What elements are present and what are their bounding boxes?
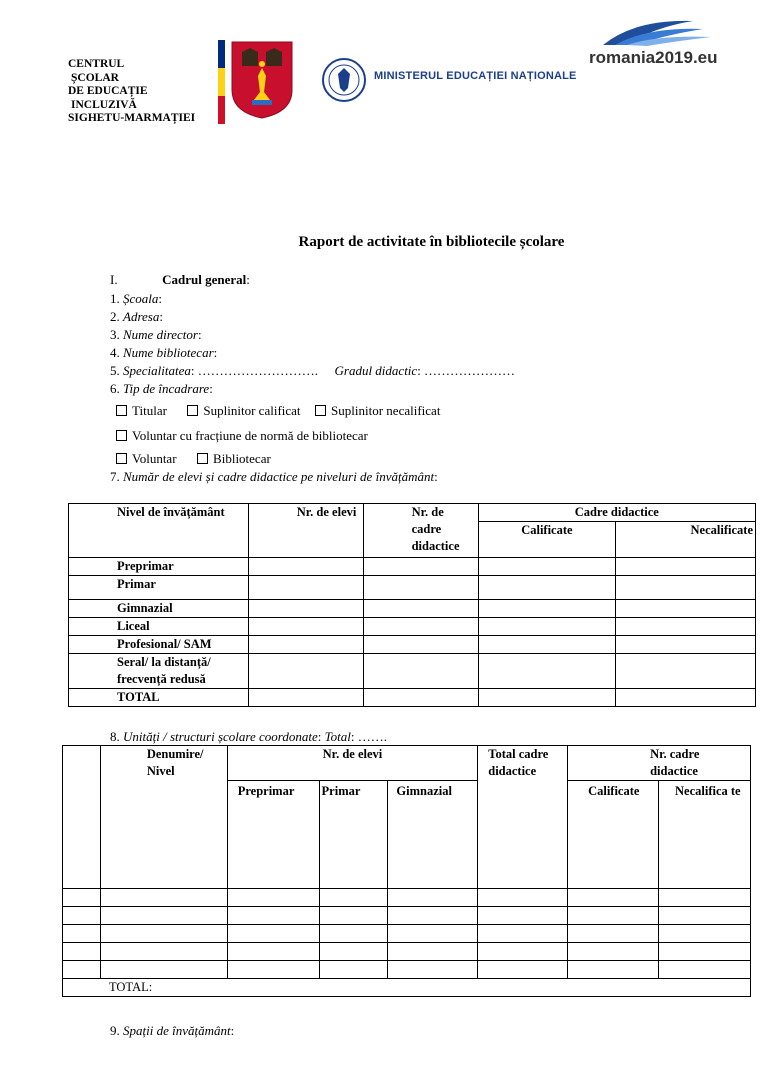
page-title: Raport de activitate în bibliotecile școlare — [298, 234, 565, 250]
field-unitati: 8. Unități / structuri școlare coordonate: Total: ……. — [110, 729, 388, 744]
options-row-2 — [116, 428, 368, 444]
table-row-total: TOTAL — [69, 689, 756, 707]
checkbox-voluntar[interactable]: Voluntar — [116, 451, 177, 466]
county-crest-icon — [230, 40, 294, 120]
options-row-1 — [116, 403, 440, 419]
options-row-3 — [116, 451, 271, 467]
school-name: CENTRUL ȘCOLAR DE EDUCAȚIE INCLUZIVĂ SIGHETU-MARMAȚIEI — [68, 58, 196, 124]
svg-text:romania2019.eu: romania2019.eu — [589, 48, 718, 67]
table-row: Liceal — [69, 618, 756, 636]
table-row: Seral/ la distanță/ frecvență redusă — [69, 654, 756, 689]
table-row-total: TOTAL: — [63, 979, 751, 997]
units-table: Denumire/ Nivel Nr. de elevi Total cadre didactice Nr. cadre didactice Preprimar Primar Gimnazial Calificate Necalifica te TOTAL: — [62, 745, 751, 997]
field-spatii: 9. Spații de învățământ: — [110, 1023, 235, 1038]
flag-bar — [218, 40, 225, 124]
checkbox-titular[interactable]: Titular — [116, 403, 167, 418]
checkbox-suplinitor-calificat[interactable]: Suplinitor calificat — [187, 403, 300, 418]
table-row — [63, 907, 751, 925]
table-row: Primar — [69, 576, 756, 600]
table-row — [63, 889, 751, 907]
section-heading: I. Cadrul general: — [110, 272, 250, 287]
field-numar-elevi: 7. Număr de elevi și cadre didactice pe niveluri de învățământ: — [110, 469, 438, 484]
field-scoala: 1. Școala: — [110, 291, 163, 306]
ministry-seal-icon — [322, 58, 366, 102]
table-row: Preprimar — [69, 558, 756, 576]
table-header: Nivel de învățământ Nr. de elevi Nr. de cadre didactice Cadre didactice — [69, 504, 756, 522]
table-row: Gimnazial — [69, 600, 756, 618]
field-specialitate: 5. Specialitatea: ………………………. Gradul didactic: ………………… — [110, 363, 516, 378]
checkbox-voluntar-fractiune[interactable]: Voluntar cu fracțiune de normă de bibliotecar — [116, 428, 368, 443]
romania2019-logo — [585, 15, 725, 70]
field-adresa: 2. Adresa: — [110, 309, 163, 324]
checkbox-suplinitor-necalificat[interactable]: Suplinitor necalificat — [315, 403, 440, 418]
table-row — [63, 961, 751, 979]
students-table: Nivel de învățământ Nr. de elevi Nr. de cadre didactice Cadre didactice Calificate Necalificate Preprimar Primar Gimnazial Liceal Profesional/ SAM Seral/ la distanță/ frecvență redusă TOTAL — [68, 503, 756, 707]
field-tip-incadrare: 6. Tip de încadrare: — [110, 381, 213, 396]
field-bibliotecar: 4. Nume bibliotecar: — [110, 345, 218, 360]
ministry-name: MINISTERUL EDUCAȚIEI NAȚIONALE — [374, 70, 577, 82]
field-director: 3. Nume director: — [110, 327, 202, 342]
table-row — [63, 943, 751, 961]
checkbox-bibliotecar[interactable]: Bibliotecar — [197, 451, 271, 466]
table-row: Profesional/ SAM — [69, 636, 756, 654]
table-row — [63, 925, 751, 943]
